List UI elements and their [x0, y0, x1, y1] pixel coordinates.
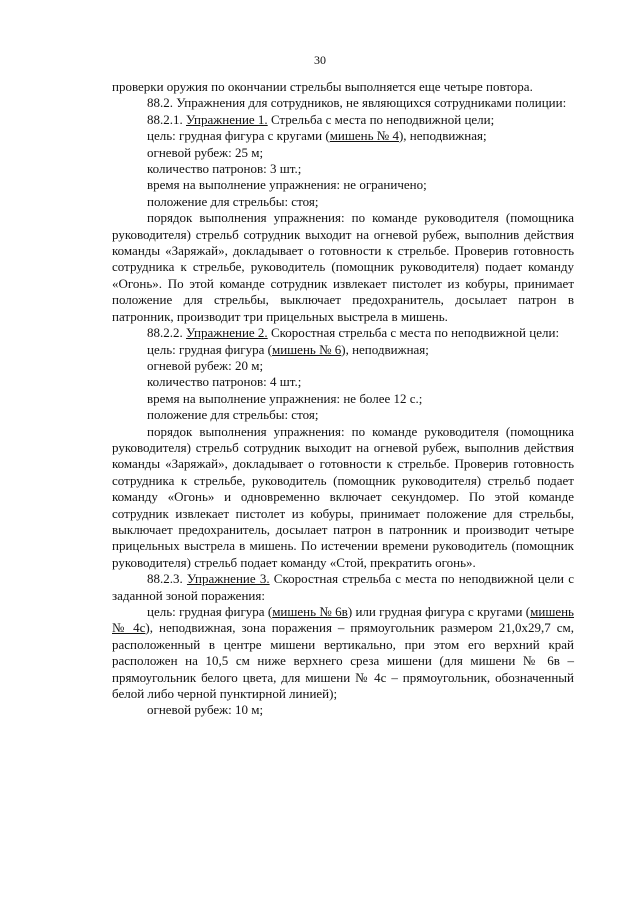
paragraph-text: Скоростная стрельба с места по неподвижной цели с заданной зоной поражения:	[112, 571, 574, 603]
paragraph	[112, 358, 574, 374]
paragraph-text: цель: грудная фигура (	[147, 341, 272, 357]
underlined-reference: мишень № 4с	[112, 604, 574, 636]
paragraph	[112, 177, 574, 193]
underlined-reference: Упражнение 1.	[186, 111, 268, 127]
document-body	[112, 79, 574, 719]
paragraph-text: цель: грудная фигура с кругами (	[147, 128, 330, 144]
paragraph-text: 88.2.3.	[147, 571, 187, 587]
paragraph	[112, 424, 574, 572]
paragraph	[112, 374, 574, 390]
paragraph-text: время на выполнение упражнения: не ограничено;	[147, 177, 427, 193]
paragraph-text: огневой рубеж: 25 м;	[147, 144, 264, 160]
paragraph	[112, 210, 574, 325]
page-number: 30	[314, 53, 326, 67]
paragraph-text: количество патронов: 4 шт.;	[147, 374, 302, 390]
underlined-reference: мишень № 6в	[272, 604, 348, 619]
paragraph-text: ), неподвижная, зона поражения – прямоугольник размером 21,0х29,7 см, расположенный в центре мишени вертикально, при этом его верхний край расположен на 10,5 см ниже верхнего среза мишени (для мишени № 6в – прямоугольник белого цвета, для мишени № 4с – прямоугольник, обозначенный белой либо черной пунктирной линией);	[112, 620, 574, 702]
paragraph	[112, 161, 574, 177]
paragraph-text: 88.2.2.	[147, 325, 186, 341]
paragraph	[112, 342, 574, 358]
underlined-reference: мишень № 6	[271, 341, 342, 357]
paragraph	[112, 95, 574, 111]
paragraph-text: количество патронов: 3 шт.;	[147, 161, 302, 177]
paragraph	[112, 112, 574, 128]
paragraph	[112, 79, 574, 95]
paragraph	[112, 407, 574, 423]
paragraph-text: положение для стрельбы: стоя;	[147, 407, 319, 423]
paragraph-text: ) или грудная фигура с кругами (	[347, 604, 531, 619]
paragraph-text: Стрельба с места по неподвижной цели;	[267, 111, 495, 127]
paragraph-text: время на выполнение упражнения: не более 12 с.;	[147, 390, 423, 406]
paragraph	[112, 702, 574, 718]
paragraph-text: ), неподвижная;	[398, 128, 487, 144]
underlined-reference: Упражнение 2.	[186, 325, 268, 341]
paragraph-text: огневой рубеж: 10 м;	[147, 702, 264, 718]
underlined-reference: Упражнение 3.	[186, 571, 270, 587]
paragraph-text: 88.2.1.	[147, 111, 186, 127]
paragraph-text: положение для стрельбы: стоя;	[147, 193, 319, 209]
paragraph-text: порядок выполнения упражнения: по команде руководителя (помощника руководителя) стрельб сотрудник выходит на огневой рубеж, выполнив действия команды «Заряжай», докладывает о готовности к стрельбе. Проверив готовность сотрудника к стрельбе, руководитель (помощник руководителя) подает команду «Огонь». По этой команде сотрудник извлекает пистолет из кобуры, принимает положение для стрельбы, выключает предохранитель, досылает патрон в патронник, производит три прицельных выстрела в мишень.	[112, 210, 574, 324]
paragraph-text: проверки оружия по окончании стрельбы выполняется еще четыре повтора.	[112, 79, 533, 94]
paragraph-text: порядок выполнения упражнения: по команде руководителя (помощника руководителя) стрельб сотрудник выходит на огневой рубеж, выполнив действия команды «Заряжай», докладывает о готовности к стрельбе. Проверив готовность сотрудника к стрельбе, руководитель (помощник руководителя) стрельб подает команду «Огонь» и одновременно включает секундомер. По этой команде сотрудник извлекает пистолет из кобуры, принимает положение для стрельбы, выключает предохранитель, досылает патрон в патронник и производит четыре прицельных выстрела в мишень. По истечении времени руководитель (помощник руководителя) стрельб подает команду «Стой, прекратить огонь».	[112, 423, 574, 570]
paragraph-text: огневой рубеж: 20 м;	[147, 357, 264, 373]
paragraph	[112, 391, 574, 407]
paragraph	[112, 128, 574, 144]
paragraph-text: Скоростная стрельба с места по неподвижной цели:	[267, 325, 560, 341]
paragraph-text: цель: грудная фигура (	[147, 604, 273, 619]
paragraph	[112, 145, 574, 161]
paragraph	[112, 604, 574, 702]
paragraph-text: 88.2. Упражнения для сотрудников, не являющихся сотрудниками полиции:	[147, 95, 567, 111]
underlined-reference: мишень № 4	[329, 128, 399, 144]
paragraph	[112, 194, 574, 210]
paragraph	[112, 571, 574, 604]
paragraph	[112, 325, 574, 341]
paragraph-text: ), неподвижная;	[341, 341, 429, 357]
